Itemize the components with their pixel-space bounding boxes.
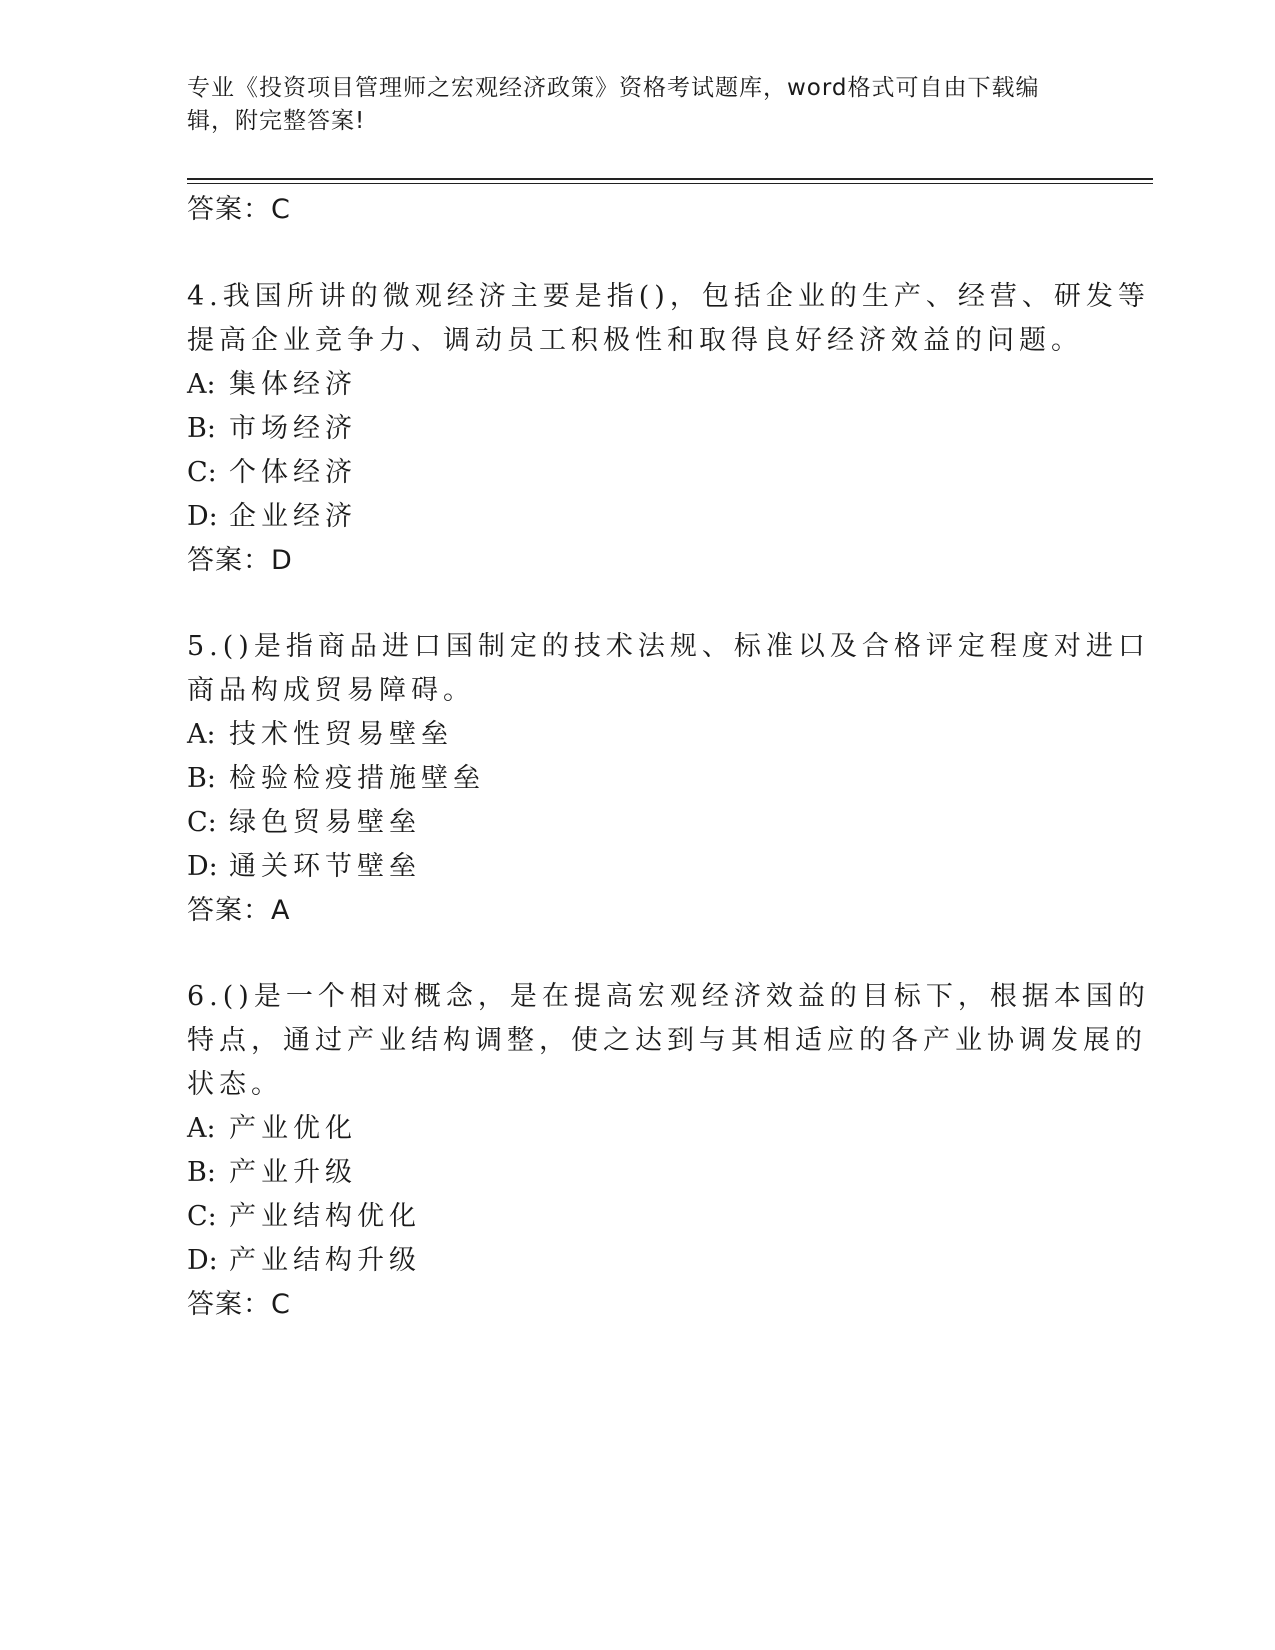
option-letter: D: [187,501,218,532]
question-4-option-c [187,456,357,490]
option-text: 集体经济 [229,369,357,400]
question-4-stem-line-1: 4.我国所讲的微观经济主要是指()，包括企业的生产、经营、研发等 [187,281,1150,312]
page-header [187,72,1067,138]
option-text: 产业结构优化 [229,1201,421,1232]
question-5-answer: 答案：A [187,895,291,926]
question-4-stem-line-2: 提高企业竞争力、调动员工积极性和取得良好经济效益的问题。 [187,325,1083,356]
question-5-option-d [187,850,421,884]
answer-prev: 答案：C [187,194,291,225]
question-6-option-b [187,1156,357,1190]
question-6-option-d [187,1244,421,1278]
question-5-stem-line-1: 5.()是指商品进口国制定的技术法规、标准以及合格评定程度对进口 [187,631,1150,662]
option-letter: C: [187,1201,217,1232]
header-divider-thick [187,178,1153,180]
question-6-stem-line-1: 6.()是一个相对概念，是在提高宏观经济效益的目标下，根据本国的 [187,981,1150,1012]
question-5-option-b [187,762,485,796]
question-6-stem-line-3: 状态。 [187,1069,283,1100]
question-4-option-d [187,500,357,534]
option-text: 检验检疫措施壁垒 [229,763,485,794]
option-letter: B: [187,1157,216,1188]
option-letter: A: [187,369,216,400]
option-letter: B: [187,763,216,794]
option-letter: C: [187,457,217,488]
question-4-answer: 答案：D [187,545,293,576]
header-line-2: 辑，附完整答案! [187,108,366,134]
option-letter: C: [187,807,217,838]
option-text: 个体经济 [229,457,357,488]
question-4-option-b [187,412,357,446]
question-5-option-a [187,718,453,752]
option-text: 企业经济 [229,501,357,532]
question-5-stem-line-2: 商品构成贸易障碍。 [187,675,475,706]
option-text: 技术性贸易壁垒 [229,719,453,750]
option-letter: A: [187,719,216,750]
option-letter: D: [187,1245,218,1276]
option-letter: A: [187,1113,216,1144]
option-letter: D: [187,851,218,882]
option-text: 产业结构升级 [229,1245,421,1276]
option-text: 产业升级 [229,1157,357,1188]
question-5-option-c [187,806,421,840]
question-6-stem-line-2: 特点，通过产业结构调整，使之达到与其相适应的各产业协调发展的 [187,1025,1147,1056]
option-letter: B: [187,413,216,444]
question-6-option-a [187,1112,357,1146]
option-text: 绿色贸易壁垒 [229,807,421,838]
header-line-1: 专业《投资项目管理师之宏观经济政策》资格考试题库，word格式可自由下载编 [187,75,1040,101]
question-6-answer: 答案：C [187,1289,291,1320]
option-text: 通关环节壁垒 [229,851,421,882]
question-4-option-a [187,368,357,402]
question-6-option-c [187,1200,421,1234]
header-divider-thin [187,183,1153,184]
option-text: 产业优化 [229,1113,357,1144]
option-text: 市场经济 [229,413,357,444]
